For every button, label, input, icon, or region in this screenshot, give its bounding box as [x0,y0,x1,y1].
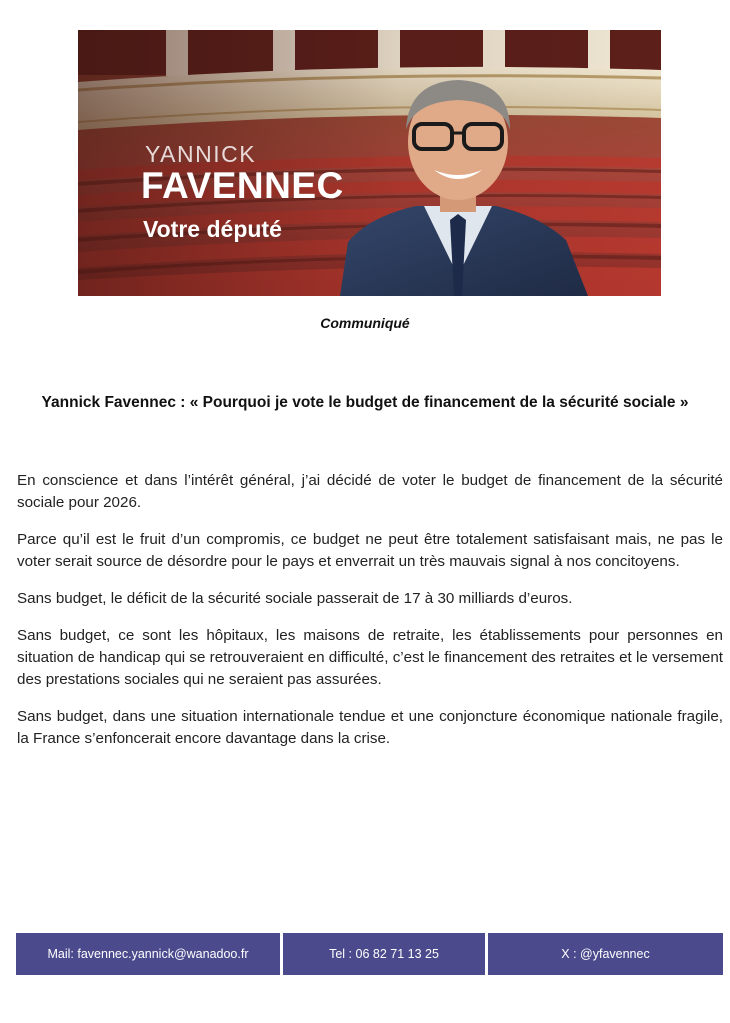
press-release-headline: Yannick Favennec : « Pourquoi je vote le budget de financement de la sécurité sociale » [41,394,689,411]
press-release-body [17,470,723,765]
paragraph: Sans budget, dans une situation internationale tendue et une conjoncture économique nationale fragile, la France s’enfoncerait encore davantage dans la crise. [17,708,723,747]
contact-x-handle: X : @yfavennec [488,933,723,975]
paragraph: En conscience et dans l’intérêt général, j’ai décidé de voter le budget de financement de la sécurité sociale pour 2026. [17,472,723,511]
contact-footer [16,933,723,975]
contact-mail: Mail: favennec.yannick@wanadoo.fr [16,933,280,975]
contact-phone: Tel : 06 82 71 13 25 [283,933,485,975]
paragraph: Sans budget, ce sont les hôpitaux, les maisons de retraite, les établissements pour personnes en situation de handicap qui se retrouveraient en difficulté, c’est le financement des retraites et le versement des prestations sociales qui ne seraient pas assurées. [17,627,723,688]
banner-role: Votre député [143,216,282,242]
document-type-label: Communiqué [320,315,410,331]
paragraph: Sans budget, le déficit de la sécurité sociale passerait de 17 à 30 milliards d’euros. [17,590,573,607]
paragraph: Parce qu’il est le fruit d’un compromis, ce budget ne peut être totalement satisfaisant mais, ne pas le voter serait source de désordre pour le pays et enverrait un très mauvais signal à nos concitoyens. [17,531,723,570]
header-banner [78,30,661,296]
banner-last-name: FAVENNEC [141,165,344,206]
banner-first-name: YANNICK [145,141,257,167]
